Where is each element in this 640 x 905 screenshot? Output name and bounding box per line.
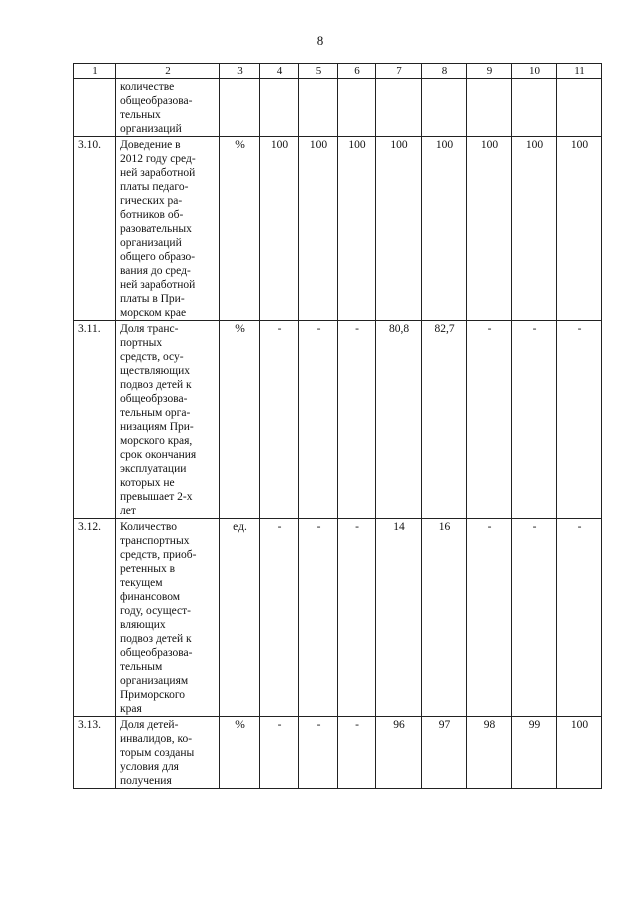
indicator-name-line: ней заработной [120,167,196,179]
indicator-name-line: общего образо- [120,251,196,263]
indicator-name-line: условия для [120,761,179,773]
column-number-cell: 1 [74,64,116,79]
indicator-name-line: гических ра- [120,195,183,207]
column-number-cell: 6 [338,64,376,79]
row-number-cell [74,79,116,137]
indicator-name-line: низациям При- [120,421,194,433]
indicator-name-line: Количество [120,521,177,533]
unit-cell: ед. [220,519,260,717]
table-row [74,717,602,789]
unit-cell [220,79,260,137]
indicators-table [73,63,602,789]
value-cell: - [299,321,338,519]
value-cell: 98 [467,717,512,789]
indicator-name-line: ботников об- [120,209,184,221]
value-cell: 100 [260,137,299,321]
value-cell: 99 [512,717,557,789]
column-number-cell: 10 [512,64,557,79]
row-number-cell: 3.10. [74,137,116,321]
value-cell: 80,8 [376,321,422,519]
value-cell: - [467,519,512,717]
value-cell: 100 [512,137,557,321]
value-cell: - [557,519,602,717]
value-cell [467,79,512,137]
table-row [74,519,602,717]
indicator-name-line: платы педаго- [120,181,189,193]
indicator-name-line: инвалидов, ко- [120,733,193,745]
value-cell: - [260,519,299,717]
indicator-name-line: платы в При- [120,293,185,305]
indicator-name-line: ней заработной [120,279,196,291]
indicator-name-cell [116,519,220,717]
value-cell: - [512,519,557,717]
indicator-name-line: общеобразова- [120,647,193,659]
column-number-cell: 7 [376,64,422,79]
indicator-name-line: вания до сред- [120,265,191,277]
indicator-name-line: лет [120,505,136,517]
value-cell [557,79,602,137]
column-number-cell: 9 [467,64,512,79]
value-cell [260,79,299,137]
indicator-name-line: финансовом [120,591,181,603]
row-number-cell: 3.11. [74,321,116,519]
column-number-cell: 11 [557,64,602,79]
value-cell [422,79,467,137]
indicator-name-line: вляющих [120,619,166,631]
indicator-name-line: организаций [120,237,182,249]
table-row [74,137,602,321]
value-cell [512,79,557,137]
indicator-name-line: срок окончания [120,449,197,461]
column-number-cell: 5 [299,64,338,79]
column-number-cell: 3 [220,64,260,79]
value-cell: 97 [422,717,467,789]
value-cell [299,79,338,137]
indicator-name-line: году, осущест- [120,605,191,617]
value-cell: 82,7 [422,321,467,519]
unit-cell: % [220,137,260,321]
indicator-name-line: тельных [120,109,161,121]
indicator-name-line: подвоз детей к [120,633,192,645]
value-cell: 100 [557,717,602,789]
value-cell: - [299,717,338,789]
indicator-name-line: ществляющих [120,365,191,377]
indicator-name-line: тельным [120,661,163,673]
indicator-name-line: ретенных в [120,563,176,575]
value-cell: 96 [376,717,422,789]
value-cell: - [338,717,376,789]
value-cell: - [338,519,376,717]
indicator-name-line: транспортных [120,535,190,547]
indicator-name-line: портных [120,337,163,349]
value-cell: 100 [299,137,338,321]
indicator-name-line: которых не [120,477,175,489]
indicator-name-line: организаций [120,123,182,135]
value-cell: - [467,321,512,519]
page-number: 8 [316,33,324,48]
indicator-name-cell [116,137,220,321]
indicator-name-line: морском крае [120,307,187,319]
indicator-name-cell [116,79,220,137]
row-number-cell: 3.13. [74,717,116,789]
indicator-name-line: торым созданы [120,747,195,759]
indicator-name-line: Приморского [120,689,186,701]
value-cell: - [260,321,299,519]
indicator-name-line: общеобразова- [120,95,193,107]
column-number-cell: 4 [260,64,299,79]
indicator-name-line: текущем [120,577,163,589]
indicator-name-line: количестве [120,81,175,93]
value-cell: - [338,321,376,519]
indicator-name-line: 2012 году сред- [120,153,196,165]
indicator-name-line: тельным орга- [120,407,191,419]
indicator-name-line: Доведение в [120,139,181,151]
indicator-name-line: организациям [120,675,189,687]
value-cell: 100 [338,137,376,321]
value-cell: 100 [467,137,512,321]
indicator-name-cell [116,321,220,519]
value-cell: - [299,519,338,717]
value-cell [338,79,376,137]
indicator-name-line: разовательных [120,223,192,235]
indicator-name-line: Доля транс- [120,323,179,335]
value-cell: 100 [557,137,602,321]
indicator-name-line: Доля детей- [120,719,179,731]
unit-cell: % [220,321,260,519]
table-row [74,79,602,137]
value-cell: 100 [422,137,467,321]
column-number-cell: 2 [116,64,220,79]
column-number-cell: 8 [422,64,467,79]
value-cell: 14 [376,519,422,717]
indicator-name-line: превышает 2-х [120,491,193,503]
value-cell [376,79,422,137]
table-header-row [74,64,602,79]
value-cell: 16 [422,519,467,717]
value-cell: 100 [376,137,422,321]
indicator-name-line: края [120,703,142,715]
indicator-name-line: средств, приоб- [120,549,197,561]
table-row [74,321,602,519]
value-cell: - [512,321,557,519]
indicator-name-line: общеобрзова- [120,393,188,405]
indicator-name-cell [116,717,220,789]
indicator-name-line: средств, осу- [120,351,184,363]
value-cell: - [260,717,299,789]
value-cell: - [557,321,602,519]
indicator-name-line: морского края, [120,435,193,447]
unit-cell: % [220,717,260,789]
indicator-name-line: получения [120,775,172,787]
indicator-name-line: подвоз детей к [120,379,192,391]
row-number-cell: 3.12. [74,519,116,717]
indicator-name-line: эксплуатации [120,463,187,475]
